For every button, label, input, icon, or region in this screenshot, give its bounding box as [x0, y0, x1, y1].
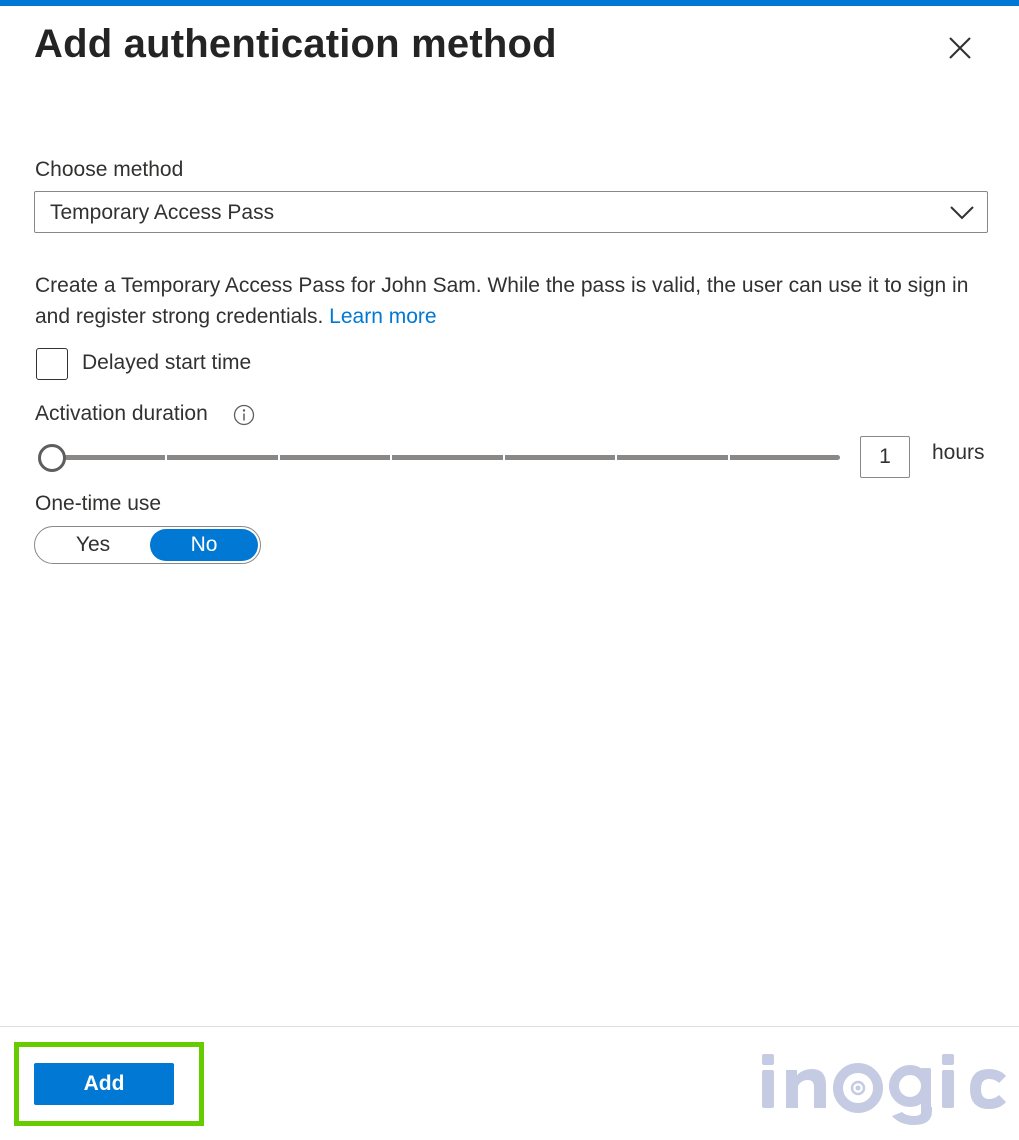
- slider-tick: [503, 454, 505, 461]
- slider-tick: [165, 454, 167, 461]
- chevron-down-icon: [949, 201, 975, 225]
- slider-tick: [728, 454, 730, 461]
- one-time-use-toggle: [34, 526, 261, 564]
- close-button[interactable]: [940, 28, 980, 68]
- delayed-start-label: Delayed start time: [82, 351, 252, 374]
- delayed-start-checkbox[interactable]: [36, 348, 68, 380]
- add-button[interactable]: Add: [34, 1063, 174, 1105]
- one-time-use-label: One-time use: [35, 492, 162, 515]
- slider-thumb[interactable]: [38, 444, 66, 472]
- choose-method-label: Choose method: [35, 158, 184, 181]
- description-text: Create a Temporary Access Pass for John Sam. While the pass is valid, the user can use it to sign in and register strong credentials.: [35, 274, 969, 328]
- footer-divider: [0, 1026, 1019, 1027]
- method-dropdown-value: Temporary Access Pass: [50, 201, 275, 224]
- method-description: [35, 270, 985, 332]
- inogic-watermark-logo: [758, 1046, 1010, 1126]
- one-time-no-option[interactable]: No: [150, 529, 258, 561]
- slider-track: [40, 455, 840, 460]
- activation-duration-slider[interactable]: [38, 440, 844, 474]
- top-accent-bar: [0, 0, 1019, 6]
- activation-duration-input[interactable]: 1: [860, 436, 910, 478]
- hours-unit-label: hours: [932, 441, 985, 464]
- close-icon: [940, 28, 980, 68]
- method-dropdown[interactable]: [34, 191, 988, 233]
- slider-tick: [278, 454, 280, 461]
- learn-more-link[interactable]: Learn more: [329, 305, 437, 328]
- activation-duration-label: Activation duration: [35, 402, 208, 425]
- slider-tick: [390, 454, 392, 461]
- slider-tick: [615, 454, 617, 461]
- panel-title: Add authentication method: [34, 22, 557, 66]
- info-icon[interactable]: [233, 404, 255, 426]
- one-time-yes-option[interactable]: Yes: [75, 533, 111, 556]
